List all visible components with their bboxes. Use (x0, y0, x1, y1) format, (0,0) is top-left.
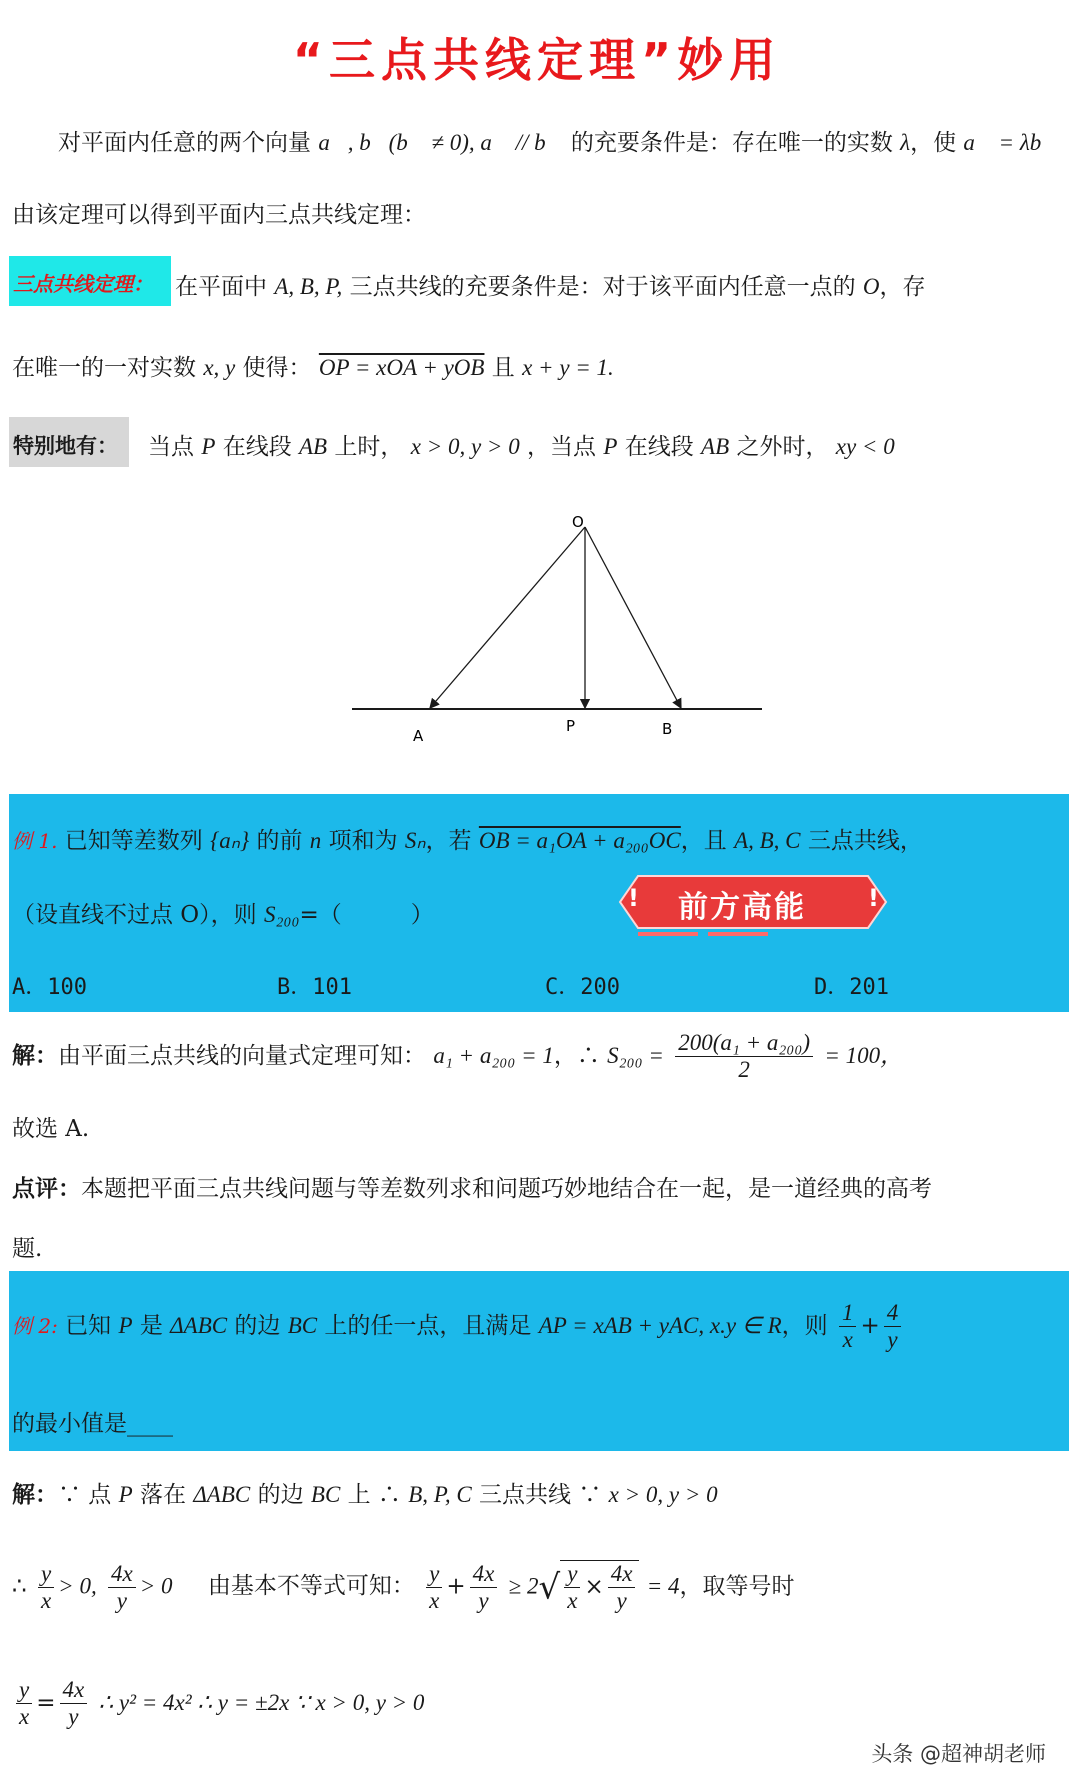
label-B: B (662, 720, 673, 738)
badge-text: 前方高能 (678, 890, 806, 925)
comment-line-2: 题. (12, 1236, 43, 1262)
solution-1-line-1: 解：由平面三点共线的向量式定理可知： a₁ + a₂₀₀ = 1，∴ S₂₀₀ = $\frac{\text{200(a₁ + a₂₀₀)}}{2}$ = 100， (12, 1030, 904, 1083)
example-1-line-2: （设直线不过点 O），则 S₂₀₀=（ ） (12, 902, 434, 928)
solution-1-line-2: 故选 A. (12, 1116, 90, 1142)
badge-exclaim-right: ! (868, 884, 879, 912)
sqrt-body: $\frac{y}{x}$ × $\frac{4x}{y}$ (560, 1560, 639, 1615)
badge-exclaim-left: ! (628, 884, 639, 912)
solution-2-line-2: ∴ $\frac{y}{x}$ > 0, $\frac{4x}{y}$ > 0 由基本不等式可知： $\frac{y}{x}$ + $\frac{4x}{y}$ ≥ 2√ $\frac{y}{x}$ × $\frac{4x}{y}$ = 4，取等号时 (12, 1560, 795, 1614)
option-c: C．200 (545, 975, 620, 1000)
solution-2-line-3: $\frac{y}{x}$ = $\frac{4x}{y}$ ∴ y² = 4x² ∴ y = ±2x ∵ x > 0, y > 0 (12, 1677, 424, 1731)
special-line: 当点 P 在线段 AB 上时， x > 0, y > 0 ，当点 P 在线段 AB 之外时， xy < 0 (148, 434, 895, 460)
label-A: A (413, 727, 424, 745)
vector-OB (585, 527, 681, 708)
theorem-line-2: 在唯一的一对实数 x, y 使得： OP = xOA + yOB 且 x + y = 1. (12, 355, 614, 381)
theorem-tag: 三点共线定理： (13, 272, 153, 296)
special-tag: 特别地有： (13, 434, 118, 458)
page-title: “三点共线定理”妙用 (292, 33, 782, 87)
label-O: O (572, 513, 584, 531)
example-2-line-1: 例 2: 已知 P 是 ΔABC 的边 BC 上的任一点，且满足 AP = xAB + yAC, x.y ∈ R，则 $\frac{1}{x}$ + $\frac{4}{y}$ (12, 1300, 905, 1354)
label-P: P (566, 717, 576, 735)
example-2-frac-2: $\frac{4}{y}$ (884, 1300, 902, 1354)
solution-2-line-1: 解：∵ 点 P 落在 ΔABC 的边 BC 上 ∴ B, P, C 三点共线 ∵ x > 0, y > 0 (12, 1482, 718, 1508)
example-2-line-2: 的最小值是____ (12, 1411, 173, 1437)
intro-line-2: 由该定理可以得到平面内三点共线定理： (12, 202, 426, 228)
high-energy-badge (618, 872, 888, 938)
option-a: A．100 (12, 975, 87, 1000)
vector-OA (430, 527, 585, 708)
sqrt-icon: √ (538, 1567, 561, 1608)
comment-line-1: 点评：本题把平面三点共线问题与等差数列求和问题巧妙地结合在一起，是一道经典的高考 (12, 1176, 932, 1202)
example-2-frac-1: $\frac{1}{x}$ (839, 1300, 857, 1354)
example-1-line-1: 例 1. 已知等差数列 {aₙ} 的前 n 项和为 Sₙ，若 OB = a₁OA + a₂₀₀OC，且 A, B, C 三点共线， (12, 828, 923, 854)
option-d: D．201 (814, 975, 889, 1000)
theorem-line-1: 在平面中 A, B, P, 三点共线的充要条件是：对于该平面内任意一点的 O，存 (175, 274, 926, 300)
option-b: B．101 (277, 975, 352, 1000)
collinear-diagram (340, 505, 780, 745)
watermark: 头条 @超神胡老师 (871, 1742, 1046, 1766)
solution-1-fraction: $\frac{\text{200(a₁ + a₂₀₀)}}{2}$ (675, 1030, 813, 1084)
intro-line-1: 对平面内任意的两个向量 a⃗, b⃗(b⃗ ≠ 0), a⃗ // b⃗ 的充要条件是：存在唯一的实数 λ，使 a⃗ = λb⃗ (58, 130, 1060, 156)
